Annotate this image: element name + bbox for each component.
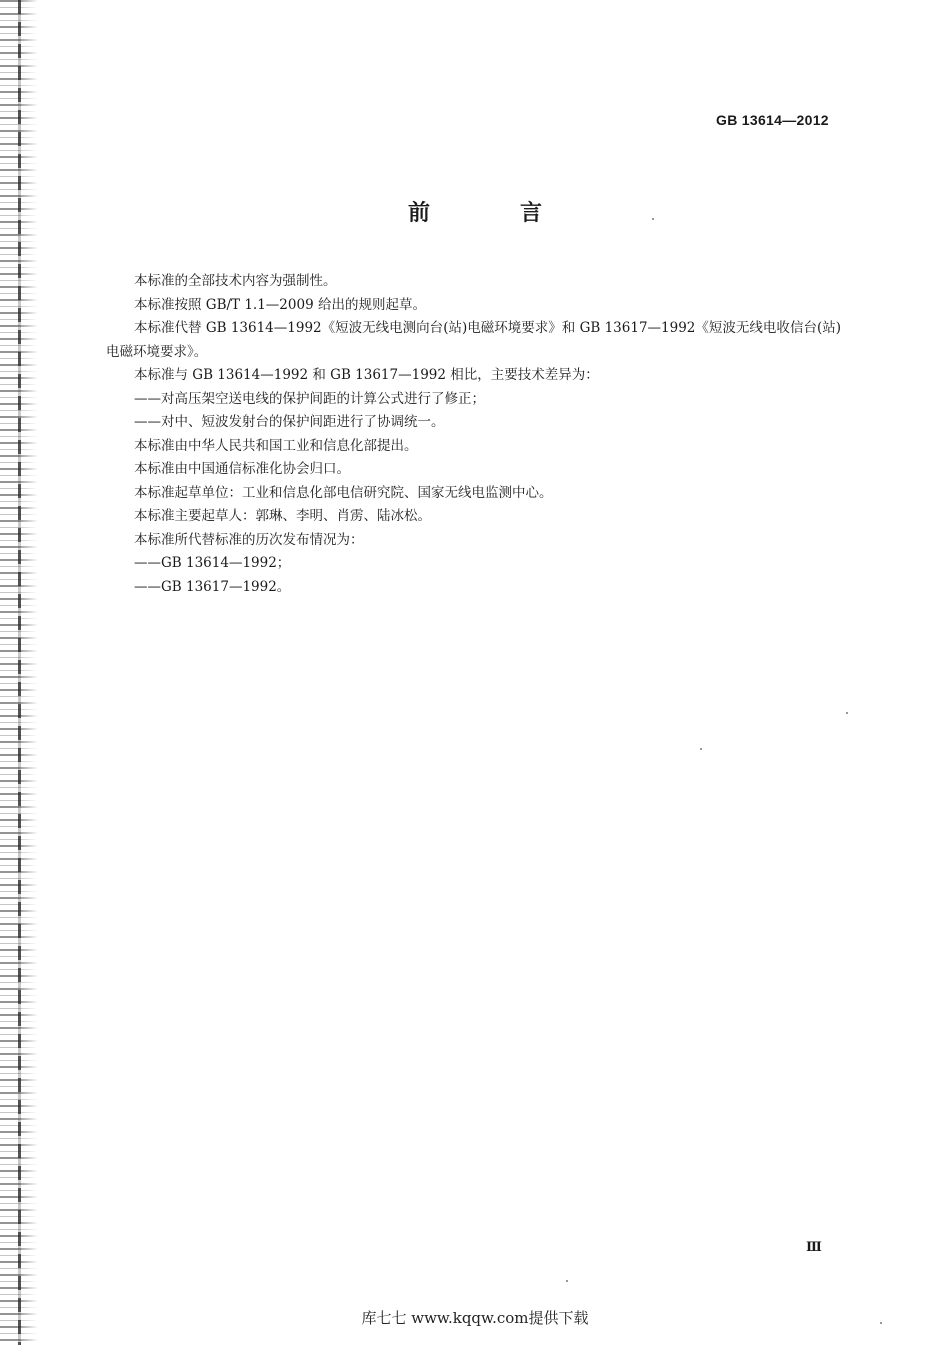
list-item-history: ——GB 13614—1992； <box>134 555 291 571</box>
foreword-body <box>106 270 841 599</box>
list-item-history: ——GB 13617—1992。 <box>134 578 291 595</box>
scan-speck <box>880 1322 882 1324</box>
scan-speck <box>652 218 654 220</box>
paragraph-drafting-rules: 本标准按照 GB/T 1.1—2009 给出的规则起草。 <box>134 296 426 313</box>
paragraph-drafters: 本标准主要起草人：郭琳、李明、肖雳、陆冰松。 <box>134 508 431 524</box>
paragraph-differences-intro: 本标准与 GB 13614—1992 和 GB 13617—1992 相比，主要技术差异为： <box>134 367 599 383</box>
paragraph-replaces: 本标准代替 GB 13614—1992《短波无线电测向台(站)电磁环境要求》和 GB 13617—1992《短波无线电收信台(站)电磁环境要求》。 <box>106 320 841 360</box>
scan-speck <box>700 748 702 750</box>
document-code: GB 13614—2012 <box>716 112 829 128</box>
watermark-text: 库七七 www.kqqw.com提供下载 <box>361 1309 589 1327</box>
paragraph-drafting-units: 本标准起草单位：工业和信息化部电信研究院、国家无线电监测中心。 <box>134 484 553 501</box>
paragraph-proposed-by: 本标准由中华人民共和国工业和信息化部提出。 <box>134 437 418 454</box>
page-number: Ⅲ <box>806 1240 822 1255</box>
page-title: 前 言 <box>407 201 576 226</box>
scan-speck <box>566 1280 568 1282</box>
scan-speck <box>846 712 848 714</box>
paragraph-history-intro: 本标准所代替标准的历次发布情况为： <box>134 531 364 548</box>
paragraph-centralized-by: 本标准由中国通信标准化协会归口。 <box>134 461 350 477</box>
list-item-difference: ——对高压架空送电线的保护间距的计算公式进行了修正； <box>134 390 485 407</box>
paragraph-mandatory: 本标准的全部技术内容为强制性。 <box>134 273 337 289</box>
list-item-difference: ——对中、短波发射台的保护间距进行了协调统一。 <box>134 414 445 430</box>
